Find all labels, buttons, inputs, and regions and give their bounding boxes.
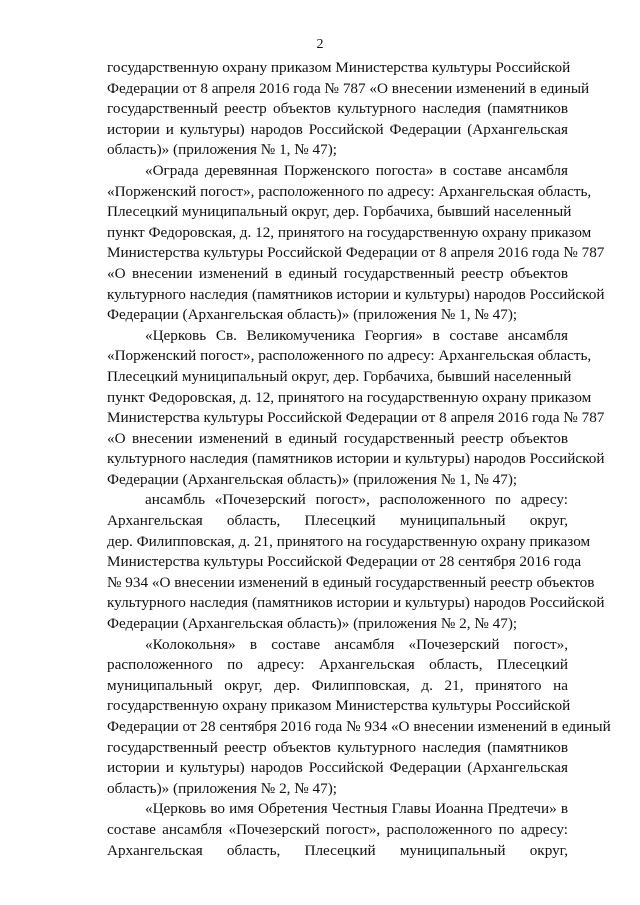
text-line: государственный реестр объектов культурного наследия (памятников	[107, 100, 568, 118]
text-line: расположенного по адресу: Архангельская область, Плесецкий	[107, 656, 568, 674]
text-line: «Церковь Св. Великомученика Георгия» в составе ансамбля	[145, 326, 568, 344]
text-line: Министерства культуры Российской Федерации от 8 апреля 2016 года № 787	[107, 244, 605, 262]
text-line: пункт Федоровская, д. 12, принятого на государственную охрану приказом	[107, 223, 592, 241]
text-line: Архангельская область, Плесецкий муниципальный округ,	[107, 512, 568, 530]
text-line: «Порженский погост», расположенного по адресу: Архангельская область,	[107, 347, 592, 365]
paragraph	[107, 326, 605, 491]
text-line: Плесецкий муниципальный округ, дер. Горбачиха, бывший населенный	[107, 367, 572, 385]
text-line: государственный реестр объектов культурного наследия (памятников	[107, 738, 568, 756]
text-line: Плесецкий муниципальный округ, дер. Горбачиха, бывший населенный	[107, 203, 572, 221]
text-line: область)» (приложения № 1, № 47);	[107, 141, 338, 159]
text-line: «Церковь во имя Обретения Честныя Главы Иоанна Предтечи» в	[145, 800, 568, 818]
text-line: Федерации (Архангельская область)» (приложения № 2, № 47);	[107, 615, 518, 633]
text-line: Министерства культуры Российской Федерации от 8 апреля 2016 года № 787	[107, 409, 605, 427]
text-line: № 934 «О внесении изменений в единый государственный реестр объектов	[107, 573, 595, 591]
paragraph	[107, 161, 605, 326]
page-number: 2	[316, 37, 324, 52]
text-line: «Колокольня» в составе ансамбля «Почезерский погост»,	[145, 635, 568, 653]
text-line: государственную охрану приказом Министерства культуры Российской	[107, 697, 571, 715]
document-body	[107, 58, 611, 861]
text-line: пункт Федоровская, д. 12, принятого на государственную охрану приказом	[107, 388, 592, 406]
text-line: Федерации (Архангельская область)» (приложения № 1, № 47);	[107, 470, 518, 488]
text-line: муниципальный округ, дер. Филипповская, д. 21, принятого на	[107, 676, 568, 694]
text-line: культурного наследия (памятников истории и культуры) народов Российской	[107, 594, 605, 612]
paragraph	[107, 635, 611, 800]
text-line: Архангельская область, Плесецкий муниципальный округ,	[107, 841, 568, 859]
text-line: ансамбль «Почезерский погост», расположенного по адресу:	[145, 491, 568, 509]
text-line: Федерации (Архангельская область)» (приложения № 1, № 47);	[107, 306, 518, 324]
paragraph	[107, 490, 605, 634]
text-line: «Порженский погост», расположенного по адресу: Архангельская область,	[107, 182, 592, 200]
text-line: область)» (приложения № 2, № 47);	[107, 779, 338, 797]
text-line: «О внесении изменений в единый государственный реестр объектов	[107, 429, 568, 447]
text-line: государственную охрану приказом Министерства культуры Российской	[107, 59, 571, 76]
text-line: культурного наследия (памятников истории и культуры) народов Российской	[107, 285, 605, 303]
text-line: Федерации от 28 сентября 2016 года № 934 «О внесении изменений в единый	[107, 718, 611, 735]
text-line: истории и культуры) народов Российской Федерации (Архангельская	[107, 120, 568, 138]
text-line: истории и культуры) народов Российской Федерации (Архангельская	[107, 759, 568, 777]
text-line: составе ансамбля «Почезерский погост», расположенного по адресу:	[107, 820, 568, 838]
paragraph	[107, 799, 568, 861]
paragraph	[107, 58, 590, 161]
text-line: дер. Филипповская, д. 21, принятого на государственную охрану приказом	[107, 532, 591, 550]
text-line: «О внесении изменений в единый государственный реестр объектов	[107, 264, 568, 282]
text-line: культурного наследия (памятников истории и культуры) народов Российской	[107, 450, 605, 468]
text-line: Министерства культуры Российской Федерации от 28 сентября 2016 года	[107, 553, 582, 571]
text-line: «Ограда деревянная Порженского погоста» в составе ансамбля	[145, 161, 568, 179]
text-line: Федерации от 8 апреля 2016 года № 787 «О внесении изменений в единый	[107, 79, 590, 97]
